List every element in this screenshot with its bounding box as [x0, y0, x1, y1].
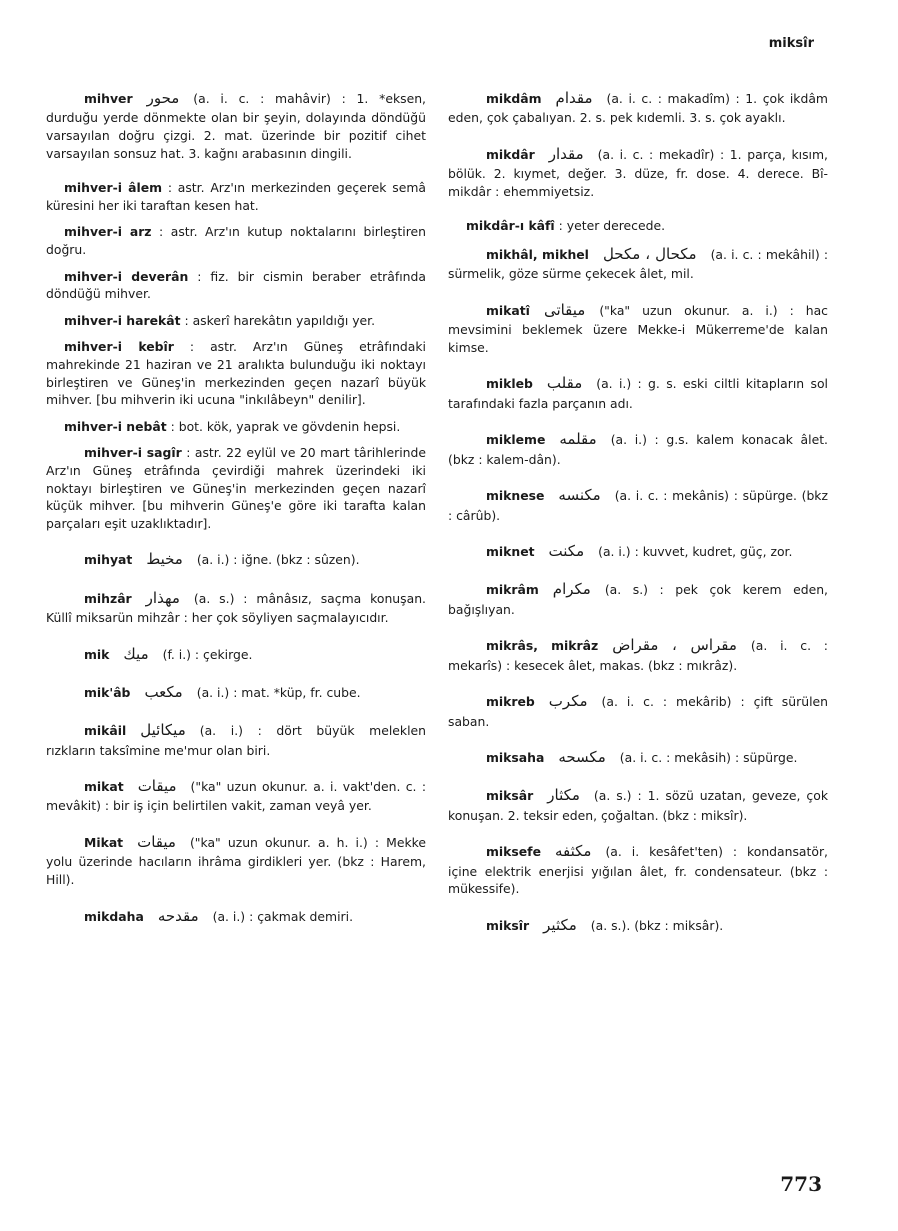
entry-definition: : astr. Arz'ın Güneş etrâfındaki mahrekinde 21 haziran ve 21 aralıkta bulunduğu iki noktayı birleştiren ve Güneş'in merkezinden geçen nazarî büyük mihver. [bu mihverin iki ucuna "inkılâbeyn" denilir]. — [46, 339, 426, 408]
right-column — [448, 88, 828, 953]
entry-arabic-script: ميقات — [137, 777, 177, 796]
entry-arabic-script: ميكائيل — [140, 721, 186, 740]
dictionary-entry — [46, 906, 426, 927]
dictionary-entry — [448, 785, 828, 824]
entry-definition: ("ka" uzun okunur. a. h. i.) : Mekke yolu üzerinde hacıların ihrâma girdikleri yer. (bkz : Harem, Hill). — [46, 835, 426, 887]
entry-headword: mik — [84, 646, 110, 662]
entry-headword: mikdâr — [486, 146, 535, 162]
entry-definition: ("ka" uzun okunur. a. i. vakt'den. c. : mevâkit) : bir iş için belirtilen vakit, zaman veyâ yer. — [46, 779, 426, 814]
entry-headword: mikatî — [486, 302, 530, 318]
entry-headword: miknet — [486, 544, 535, 560]
entry-arabic-script: مهذار — [145, 588, 180, 607]
entry-headword: miksaha — [486, 750, 545, 766]
dictionary-entry — [448, 300, 828, 357]
entry-definition: (a. i. c. : mekâsih) : süpürge. — [619, 750, 798, 766]
entry-arabic-script: ميك — [123, 644, 149, 663]
entry-headword: miksefe — [486, 844, 541, 860]
page-number: 773 — [780, 1172, 822, 1196]
entry-headword: mikhâl, mikhel — [486, 247, 589, 263]
entry-arabic-script: مكثفه — [554, 842, 592, 861]
running-header-word: miksîr — [768, 36, 814, 51]
entry-headword: mikdaha — [84, 908, 144, 924]
dictionary-entry — [448, 541, 828, 562]
entry-definition: : yeter derecede. — [558, 218, 666, 234]
entry-definition: (a. i.) : iğne. (bkz : sûzen). — [196, 552, 360, 568]
dictionary-entry — [46, 776, 426, 815]
entry-arabic-script: مكسحه — [558, 748, 606, 767]
entry-arabic-script: مكثار — [547, 786, 580, 805]
entry-headword: mikleb — [486, 376, 533, 392]
entry-definition: (a. i. c. : mekârib) : çift sürülen saban. — [448, 694, 828, 729]
entry-definition: (a. i. c. : mekarîs) : kesecek âlet, makas. (bkz : mıkrâz). — [448, 638, 828, 673]
entry-headword: mihver-i kebîr — [64, 339, 174, 355]
entry-arabic-script: مكرام — [552, 580, 591, 599]
entry-arabic-script: مقراس ، مقراض — [612, 636, 737, 655]
entry-headword: mihver-i nebât — [64, 418, 167, 434]
entry-arabic-script: مقلمه — [559, 430, 597, 449]
dictionary-entry — [46, 682, 426, 703]
dictionary-entry — [448, 747, 828, 768]
entry-definition: (a. i.) : g. s. eski ciltli kitapların sol tarafındaki fazla parçanın adı. — [448, 376, 828, 411]
entry-definition: : astr. 22 eylül ve 20 mart târihlerinde Arz'ın Güneş etrâfında çevirdiği mahrek üzerindeki iki noktayı birleştiren ve Güneş'in merkezinden geçen nazarî küçük mihver. [bu mihverin Güneş'e göre iki tarafta kalan parçaları eşit uzaklıktadır]. — [46, 445, 426, 531]
entry-definition: (a. i.) : çakmak demiri. — [212, 908, 354, 924]
entry-headword: mikreb — [486, 694, 535, 710]
entry-arabic-script: مكثير — [543, 915, 577, 934]
entry-definition: (a. s.) : pek çok kerem eden, bağışlıyan. — [448, 582, 828, 617]
entry-arabic-script: محور — [146, 89, 180, 107]
entry-arabic-script: مقدحه — [157, 906, 199, 925]
entry-headword: mihver-i sagîr — [84, 445, 182, 461]
entry-definition: : bot. kök, yaprak ve gövdenin hepsi. — [170, 418, 401, 434]
entry-headword: mikrâs, mikrâz — [486, 638, 599, 654]
dictionary-entry — [448, 915, 828, 936]
entry-arabic-script: مقدام — [555, 89, 593, 107]
entry-definition: (a. s.). (bkz : miksâr). — [590, 917, 724, 933]
entry-definition: (a. i. kesâfet'ten) : kondansatör, içine elektrik enerjisi yığılan âlet, fr. condensateur. (bkz : mükessife). — [448, 844, 828, 897]
entry-arabic-script: مخيط — [146, 550, 183, 569]
entry-headword: miksîr — [486, 917, 530, 933]
entry-definition: : astr. Arz'ın merkezinden geçerek semâ küresini her iki taraftan kesen hat. — [46, 180, 426, 213]
entry-definition: (a. i. c. : mekânis) : süpürge. (bkz : cârûb). — [448, 488, 828, 523]
entry-definition: (a. i.) : mat. *küp, fr. cube. — [196, 684, 361, 700]
entry-arabic-script: ميقاتى — [543, 300, 586, 319]
entry-headword: miksâr — [486, 788, 534, 804]
entry-headword: mikat — [84, 779, 124, 795]
entry-headword: mihver-i harekât — [64, 312, 181, 328]
dictionary-entry — [448, 635, 828, 674]
entry-headword: mihyat — [84, 552, 133, 568]
entry-headword: mihver-i deverân — [64, 268, 189, 284]
entry-definition: (a. i.) : dört büyük meleklen rızkların taksîmine me'mur olan biri. — [46, 723, 426, 758]
entry-headword: mikâil — [84, 723, 127, 739]
entry-headword: Mikat — [84, 835, 124, 851]
entry-headword: miknese — [486, 488, 545, 504]
entry-arabic-script: مقلب — [546, 374, 583, 393]
dictionary-entry — [46, 179, 426, 214]
entry-definition: (a. i. c. : mekadîr) : 1. parça, kısım, bölük. 2. kıymet, değer. 3. düze, fr. dose. 4. derece. Bî-mikdâr : ehemmiyetsiz. — [448, 146, 828, 199]
dictionary-entry — [46, 338, 426, 408]
left-column — [46, 88, 426, 944]
dictionary-entry — [448, 373, 828, 412]
entry-definition: (a. i. c. : mekâhil) : sürmelik, göze sürme çekecek âlet, mil. — [448, 247, 828, 282]
dictionary-entry — [448, 244, 828, 283]
dictionary-entry — [46, 312, 426, 330]
dictionary-entry — [448, 841, 828, 898]
entry-definition: (a. i. c. : mahâvir) : 1. *eksen, durduğu yerde dönmekte olan bir şeyin, dolayında döndüğü varsayılan doğru çizgi. 2. mat. üzerinde bir pozitif cihet varsayılan sonsuz hat. 3. kağnı arabasının dingili. — [46, 91, 426, 161]
entry-definition: (a. i.) : kuvvet, kudret, güç, zor. — [598, 544, 793, 560]
dictionary-entry — [46, 88, 426, 162]
entry-arabic-script: مكرب — [548, 692, 588, 711]
entry-arabic-script: مقدار — [548, 144, 584, 163]
dictionary-entry — [448, 579, 828, 618]
dictionary-entry — [46, 832, 426, 889]
dictionary-entry — [448, 144, 828, 201]
entry-headword: mihver-i âlem — [64, 180, 163, 196]
entry-arabic-script: مكعب — [144, 682, 183, 701]
dictionary-entry — [448, 691, 828, 730]
dictionary-entry — [448, 88, 828, 127]
entry-headword: mikdâm — [486, 91, 542, 106]
entry-definition: : fiz. bir cismin beraber etrâfında döndüğü mihver. — [46, 268, 426, 302]
entry-arabic-script: مكنت — [548, 542, 585, 561]
dictionary-entry — [46, 268, 426, 303]
dictionary-entry — [46, 549, 426, 570]
entry-headword: mikdâr-ı kâfî — [466, 218, 555, 234]
entry-arabic-script: ميقات — [137, 833, 176, 852]
dictionary-entry — [448, 217, 828, 235]
dictionary-entry — [46, 720, 426, 759]
entry-headword: mik'âb — [84, 684, 131, 700]
entry-arabic-script: مكنسه — [558, 486, 601, 505]
dictionary-entry — [46, 444, 426, 532]
entry-headword: mihver — [84, 91, 133, 106]
entry-definition: : askerî harekâtın yapıldığı yer. — [184, 312, 376, 328]
dictionary-entry — [448, 429, 828, 468]
dictionary-entry — [46, 588, 426, 627]
entry-definition: (f. i.) : çekirge. — [162, 646, 253, 662]
dictionary-entry — [46, 418, 426, 436]
entry-headword: mikrâm — [486, 582, 539, 598]
entry-arabic-script: مكحال ، مكحل — [602, 245, 697, 264]
dictionary-entry — [448, 485, 828, 524]
entry-headword: mihver-i arz — [64, 224, 152, 240]
dictionary-entry — [46, 223, 426, 258]
entry-headword: mihzâr — [84, 590, 132, 606]
entry-headword: mikleme — [486, 432, 546, 448]
entry-definition: (a. i.) : g.s. kalem konacak âlet. (bkz : kalem-dân). — [448, 432, 828, 467]
dictionary-entry — [46, 644, 426, 665]
entry-definition: (a. s.) : mânâsız, saçma konuşan. Küllî miksarün mihzâr : her çok söyliyen saçmalayıcıdır. — [46, 590, 426, 626]
entry-definition: (a. s.) : 1. sözü uzatan, geveze, çok konuşan. 2. teksir eden, çoğaltan. (bkz : miksîr). — [448, 788, 828, 823]
entry-definition: ("ka" uzun okunur. a. i.) : hac mevsimini beklemek üzere Mekke-i Mükerreme'de kalan kimse. — [448, 302, 828, 355]
entry-definition: : astr. Arz'ın kutup noktalarını birleştiren doğru. — [46, 224, 426, 257]
entry-definition: (a. i. c. : makadîm) : 1. çok ikdâm eden, çok çabalıyan. 2. s. pek kıdemli. 3. s. çok ayaklı. — [448, 91, 828, 126]
